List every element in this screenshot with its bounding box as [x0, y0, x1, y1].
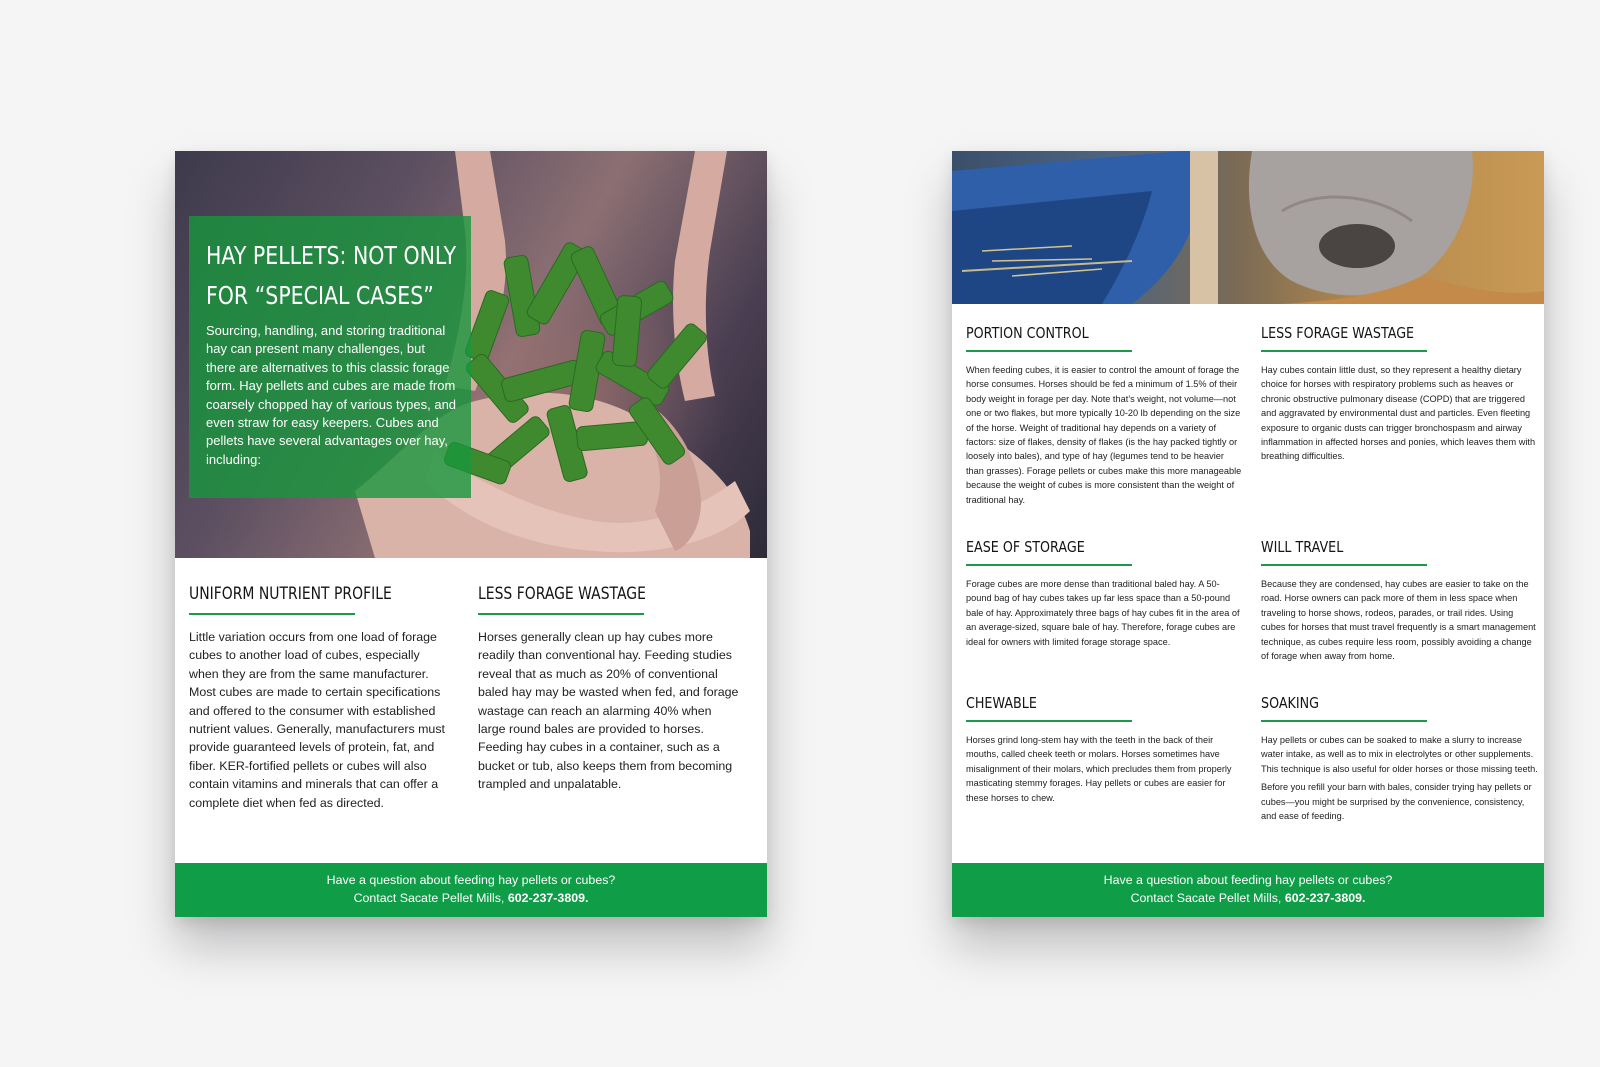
section-chewable: [966, 693, 1244, 805]
title-line-2: FOR “SPECIAL CASES”: [206, 281, 434, 310]
closing-paragraph: Before you refill your barn with bales, consider trying hay pellets or cubes—you might be surprised by the convenience, consistency, and ease of feeding.: [1261, 782, 1532, 822]
section-title: WILL TRAVEL: [1261, 538, 1344, 556]
section-divider: [966, 720, 1132, 722]
section-will-travel: [1261, 537, 1539, 663]
footer-contact-label: Contact Sacate Pellet Mills,: [353, 891, 508, 906]
intro-paragraph: Sourcing, handling, and storing traditional hay can present many challenges, but there are alternatives to this classic forage form. Hay pellets and cubes are made from coarsely chopped hay of various types, and even straw for easy keepers. Cubes and pellets have several advantages over hay, including:: [206, 323, 457, 467]
section-body: Little variation occurs from one load of forage cubes to another load of cubes, especially when they are from the same manufacturer. Most cubes are made to certain specifications and offered to the consumer with established nutrient values. Generally, manufacturers must provide guaranteed levels of protein, fat, and fiber. KER-fortified pellets or cubes will also contain vitamins and minerals that can offer a complete diet when fed as directed.: [189, 630, 445, 810]
horse-and-feed-tub-photo: [952, 151, 1544, 304]
section-body: Hay cubes contain little dust, so they represent a healthy dietary choice for horses with respiratory problems such as heaves or chronic obstructive pulmonary disease (COPD) that are triggered and aggravated by environmental dust and particles. Even fleeting exposure to organic dusts can trigger bronchospasm and airway inflammation in affected horses and ponies, which leaves them with breathing difficulties.: [1261, 365, 1536, 462]
section-divider: [966, 350, 1132, 352]
section-body: Horses grind long-stem hay with the teeth in the back of their mouths, called cheek teeth or molars. Horses sometimes have misalignment of their molars, which precludes them from properly masticating stemmy forages. Hay pellets or cubes are easier for these horses to chew.: [966, 735, 1232, 803]
hay-pellets-in-hands-photo: [175, 151, 767, 558]
section-body: Because they are condensed, hay cubes are easier to take on the road. Horse owners can pack more of them in less space when traveling to horse shows, rodeos, parades, or trail rides. Using cubes for horses that must travel frequently is a smart management technique, as cubes require less room, possibly avoiding a change of forage when away from home.: [1261, 579, 1536, 662]
footer-question: Have a question about feeding hay pellets or cubes?: [1103, 873, 1393, 887]
page-title: [206, 236, 468, 316]
section-title: LESS FORAGE WASTAGE: [478, 584, 646, 604]
section-ease-of-storage: [966, 537, 1244, 649]
section-portion-control: [966, 323, 1244, 507]
footer-phone: 602-237-3809.: [1284, 891, 1366, 906]
intro-box: [189, 216, 471, 498]
section-divider: [478, 613, 644, 615]
section-title: UNIFORM NUTRIENT PROFILE: [189, 584, 392, 604]
section-title: CHEWABLE: [966, 694, 1037, 712]
title-line-1: HAY PELLETS: NOT ONLY: [206, 241, 457, 270]
section-divider: [1261, 350, 1427, 352]
section-title: LESS FORAGE WASTAGE: [1261, 324, 1415, 342]
contact-footer: [175, 863, 767, 917]
section-title: PORTION CONTROL: [966, 324, 1089, 342]
footer-contact: [175, 889, 767, 907]
section-title: SOAKING: [1261, 694, 1319, 712]
section-less-forage-wastage: [478, 583, 740, 794]
contact-footer: [952, 863, 1544, 917]
flyer-page-1: [175, 151, 767, 917]
section-divider: [189, 613, 355, 615]
footer-contact: [952, 889, 1544, 907]
section-less-forage-wastage: [1261, 323, 1539, 464]
footer-phone: 602-237-3809.: [507, 891, 589, 906]
section-divider: [1261, 720, 1427, 722]
section-title: EASE OF STORAGE: [966, 538, 1085, 556]
section-divider: [966, 564, 1132, 566]
section-body: Forage cubes are more dense than traditional baled hay. A 50-pound bag of hay cubes takes up far less space than a 50-pound bale of hay. Approximately three bags of hay cubes fit in the area of an average-sized, square bale of hay. Therefore, forage cubes are ideal for owners with limited forage storage space.: [966, 579, 1240, 647]
footer-question: Have a question about feeding hay pellets or cubes?: [326, 873, 616, 887]
section-soaking: [1261, 693, 1539, 823]
section-uniform-nutrient-profile: [189, 583, 451, 812]
horse-muzzle-tub-illustration: [952, 151, 1544, 304]
footer-contact-label: Contact Sacate Pellet Mills,: [1130, 891, 1285, 906]
section-body: Horses generally clean up hay cubes more readily than conventional hay. Feeding studies reveal that as much as 20% of conventional baled hay may be wasted when fed, and forage wastage can reach an alarming 40% when large round bales are provided to horses. Feeding hay cubes in a container, such as a bucket or tub, also keeps them from becoming trampled and unpalatable.: [478, 630, 739, 792]
section-body: Hay pellets or cubes can be soaked to make a slurry to increase water intake, as well as to mix in electrolytes or other supplements. This technique is also useful for older horses or those missing teeth.: [1261, 735, 1538, 774]
section-divider: [1261, 564, 1427, 566]
section-body: When feeding cubes, it is easier to control the amount of forage the horse consumes. Horses should be fed a minimum of 1.5% of their body weight in forage per day. Note that’s weight, not volume—not one or two flakes, but more typically 10-20 lb depending on the size of the horse. Weight of traditional hay depends on a variety of factors: size of flakes, density of flakes (is the hay packed tightly or loosely into bales), and type of hay (legumes tend to be heavier than grasses). Forage pellets or cubes make this more manageable because the weight of cubes is more consistent than the weight of traditional hay.: [966, 365, 1242, 505]
flyer-page-2: [952, 151, 1544, 917]
